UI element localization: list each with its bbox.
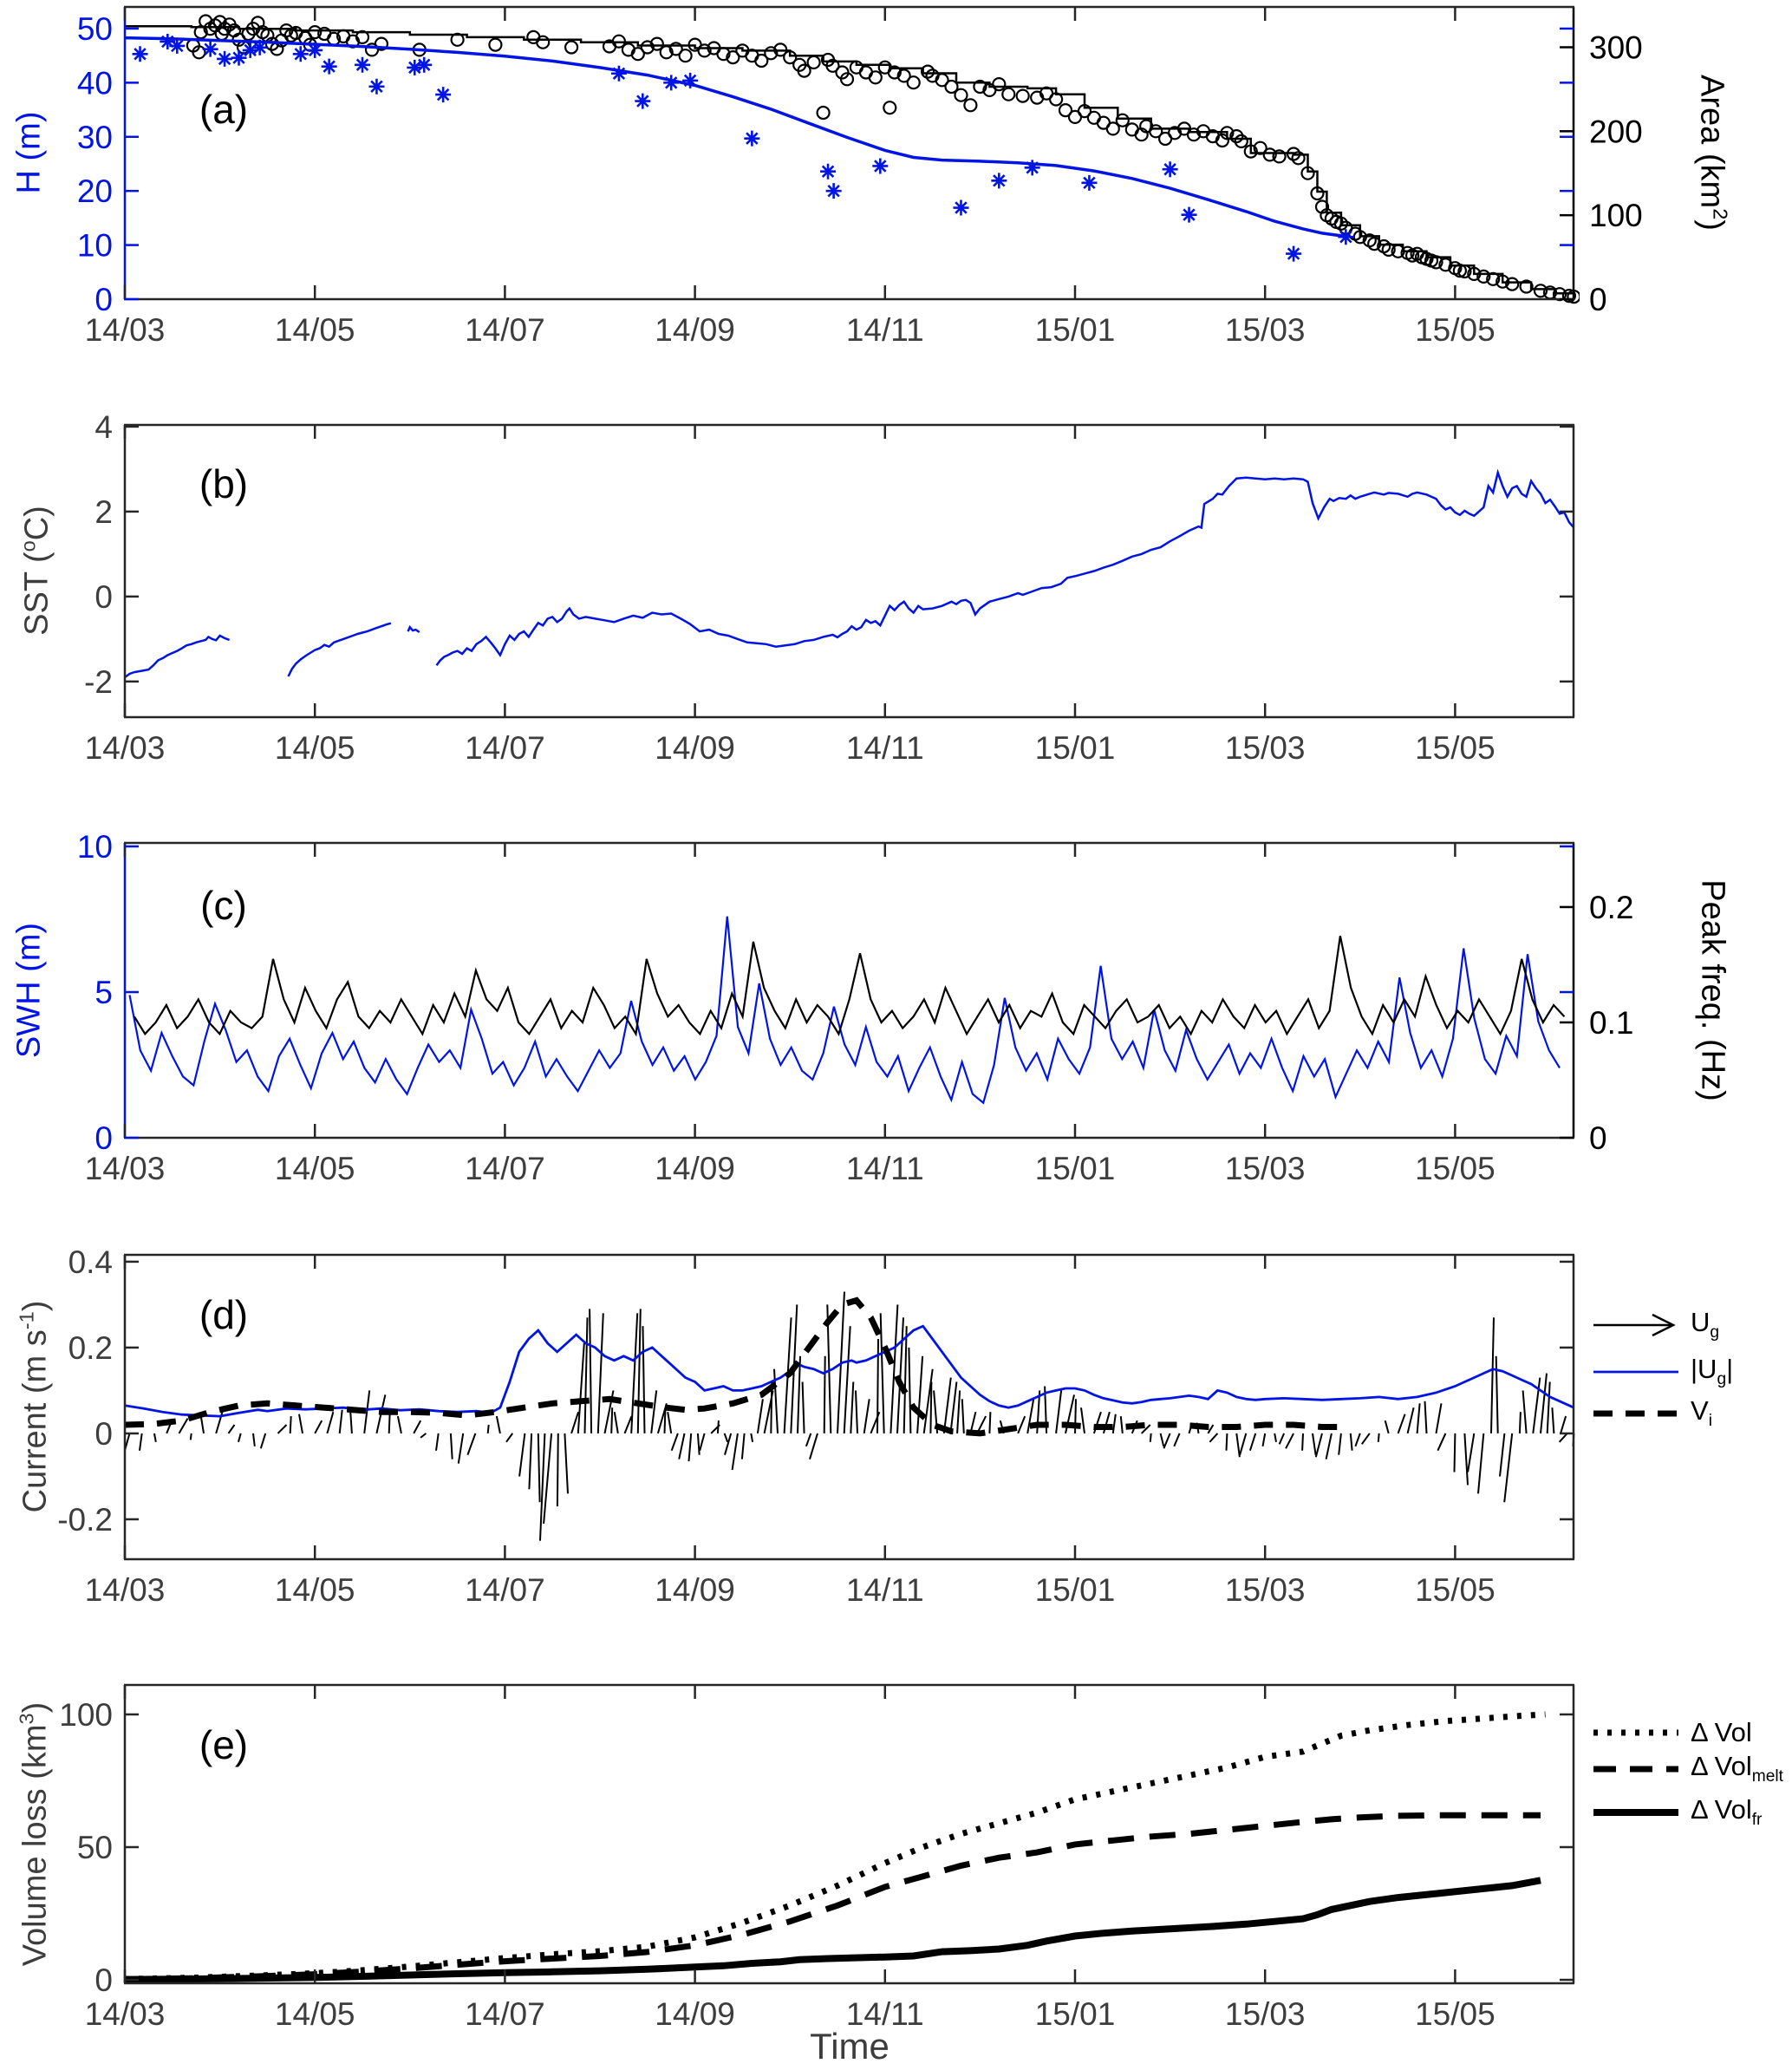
- x-tick-label: 15/03: [1224, 1996, 1306, 2032]
- y-tick-label: 2: [94, 493, 113, 530]
- y-tick-label: 0: [94, 1962, 113, 1999]
- x-tick-label: 14/03: [84, 1572, 166, 1608]
- x-tick-label: 14/09: [655, 1996, 735, 2032]
- legend-label-vi: $V_i$: [1691, 1395, 1712, 1431]
- series-vi: [125, 1301, 1346, 1433]
- legend-label-ug: $U_g$: [1691, 1307, 1720, 1342]
- dotted-line-icon: [1592, 1715, 1682, 1750]
- x-tick-label: 14/11: [845, 312, 924, 348]
- dashed-line-icon: [1592, 1752, 1682, 1786]
- axis-title-current: Current (m $s^{-1}$): [15, 1300, 54, 1513]
- x-tick-label: 15/05: [1415, 1996, 1496, 2032]
- x-tick-label: 14/03: [84, 1996, 166, 2032]
- panel-a-plot: [125, 16, 1580, 304]
- x-tick-label: 15/03: [1224, 1572, 1306, 1608]
- series-dvol-melt: [125, 1815, 1541, 1979]
- panel-a-axes: [77, 7, 1643, 348]
- x-tick-label: 14/07: [465, 312, 545, 348]
- x-tick-label: 14/05: [274, 312, 355, 348]
- series-area-circles: [187, 16, 1580, 304]
- y-tick-label: 30: [76, 119, 113, 155]
- y-tick-label: -2: [84, 663, 113, 700]
- y-tick-label-right: 300: [1589, 29, 1643, 66]
- x-tick-label: 14/09: [655, 1151, 735, 1186]
- panel-b-axes: [84, 409, 1574, 766]
- y-tick-label: 40: [76, 65, 113, 101]
- y-tick-label-right: 100: [1589, 198, 1643, 234]
- y-tick-label: 4: [94, 408, 113, 445]
- y-tick-label: 50: [76, 1829, 113, 1865]
- x-tick-label: 14/05: [274, 1151, 355, 1186]
- x-tick-label: 14/03: [84, 312, 166, 348]
- y-tick-label-right: 0: [1589, 1120, 1607, 1156]
- y-tick-label-right: 0: [1589, 282, 1607, 317]
- panel-b-plot: [125, 473, 1574, 677]
- series-h-line: [125, 38, 1346, 237]
- series-dvol: [125, 1714, 1546, 1979]
- x-tick-label: 14/11: [845, 1151, 924, 1186]
- x-tick-label: 15/05: [1415, 312, 1496, 348]
- x-tick-label: 14/09: [655, 312, 735, 348]
- series-swh: [130, 917, 1561, 1103]
- legend-label-dvol: Δ Vol: [1691, 1717, 1752, 1747]
- blue-line-icon: [1592, 1355, 1682, 1389]
- y-tick-label: 0.4: [68, 1244, 113, 1280]
- panel-c-plot: [130, 917, 1565, 1103]
- y-tick-label: 0: [94, 578, 113, 615]
- y-tick-label: 10: [76, 829, 113, 865]
- legend-item-absug: [1592, 1353, 1733, 1391]
- quiver-arrow-icon: [1592, 1308, 1682, 1342]
- y-tick-label: 0.2: [68, 1329, 113, 1366]
- x-tick-label: 14/11: [845, 1996, 924, 2032]
- y-tick-label: 0: [94, 1415, 113, 1452]
- panel-d-plot: [124, 1292, 1574, 1541]
- x-tick-label: 15/01: [1034, 312, 1116, 348]
- series-h-stars: [133, 34, 1354, 262]
- y-tick-label: 20: [76, 173, 113, 210]
- legend-item-vi: [1592, 1394, 1712, 1433]
- panel-d-label: (d): [199, 1292, 249, 1337]
- x-tick-label: 14/11: [845, 1572, 924, 1608]
- series-peak-freq: [134, 936, 1564, 1034]
- legend-item-dvolmelt: [1592, 1750, 1783, 1788]
- y-tick-label: 10: [76, 227, 113, 264]
- axis-title-h: H (m): [10, 111, 48, 194]
- x-tick-label: 14/09: [655, 1572, 735, 1608]
- y-tick-label: 0: [94, 282, 113, 317]
- thick-dash-icon: [1592, 1396, 1682, 1431]
- panel-c-label: (c): [200, 883, 247, 928]
- x-tick-label: 15/05: [1415, 1151, 1496, 1186]
- y-tick-label-right: 0.1: [1589, 1004, 1634, 1041]
- x-tick-label: 14/07: [465, 1572, 545, 1608]
- y-tick-label: 100: [59, 1696, 113, 1733]
- y-tick-label: 50: [76, 10, 113, 47]
- legend-label-dvolfr: Δ Vol$_{fr}$: [1691, 1794, 1763, 1830]
- series-sst-seg4: [437, 473, 1574, 665]
- x-tick-label: 14/03: [84, 1151, 166, 1186]
- y-tick-label: -0.2: [57, 1501, 113, 1538]
- x-tick-label: 14/03: [84, 730, 166, 766]
- x-tick-label: 14/07: [465, 730, 545, 766]
- x-tick-label: 15/01: [1034, 1572, 1116, 1608]
- x-tick-label: 15/05: [1415, 730, 1496, 766]
- series-ug-vectors: [124, 1292, 1574, 1541]
- panel-b-label: (b): [199, 461, 249, 506]
- y-tick-label-right: 200: [1589, 114, 1643, 150]
- axis-title-sst: SST ($^o$C): [16, 506, 55, 636]
- x-tick-label: 14/07: [465, 1151, 545, 1186]
- series-sst-seg3: [408, 627, 420, 632]
- x-tick-label: 15/01: [1034, 1151, 1116, 1186]
- axis-title-peakfreq: Peak freq. (Hz): [1694, 879, 1731, 1101]
- x-tick-label: 14/11: [845, 730, 924, 766]
- x-tick-label: 15/03: [1224, 730, 1306, 766]
- legend-item-dvol: [1592, 1714, 1752, 1752]
- x-tick-label: 15/01: [1034, 1996, 1116, 2032]
- x-tick-label: 15/03: [1224, 312, 1306, 348]
- panel-e-plot: [125, 1714, 1546, 1980]
- x-tick-label: 14/05: [274, 1996, 355, 2032]
- axis-title-area: Area $(km^2)$: [1693, 75, 1732, 231]
- legend-item-dvolfr: [1592, 1793, 1762, 1832]
- x-tick-label: 14/09: [655, 730, 735, 766]
- x-tick-label: 15/05: [1415, 1572, 1496, 1608]
- series-area-step-line: [125, 26, 1574, 296]
- axis-title-swh: SWH (m): [10, 922, 48, 1059]
- legend-label-dvolmelt: Δ Vol$_{melt}$: [1691, 1751, 1783, 1786]
- series-dvol-fr: [125, 1880, 1541, 1979]
- series-sst-seg1: [125, 636, 230, 677]
- y-tick-label: 0: [94, 1120, 113, 1156]
- x-tick-label: 15/03: [1224, 1151, 1306, 1186]
- solid-line-icon: [1592, 1795, 1682, 1830]
- series-sst-seg2: [289, 624, 391, 676]
- x-tick-label: 14/07: [465, 1996, 545, 2032]
- x-tick-label: 15/01: [1034, 730, 1116, 766]
- axis-title-volume: Volume loss $(km^3)$: [15, 1701, 54, 1967]
- x-tick-label: 14/05: [274, 1572, 355, 1608]
- panel-a-label: (a): [199, 87, 249, 132]
- x-tick-label: 14/05: [274, 730, 355, 766]
- panel-e-label: (e): [199, 1722, 249, 1767]
- y-tick-label: 5: [94, 975, 113, 1011]
- legend-item-ug: [1592, 1306, 1719, 1344]
- y-tick-label-right: 0.2: [1589, 889, 1634, 925]
- legend-label-absug: $|U_g|$: [1691, 1354, 1734, 1389]
- axis-title-time: Time: [810, 2026, 889, 2067]
